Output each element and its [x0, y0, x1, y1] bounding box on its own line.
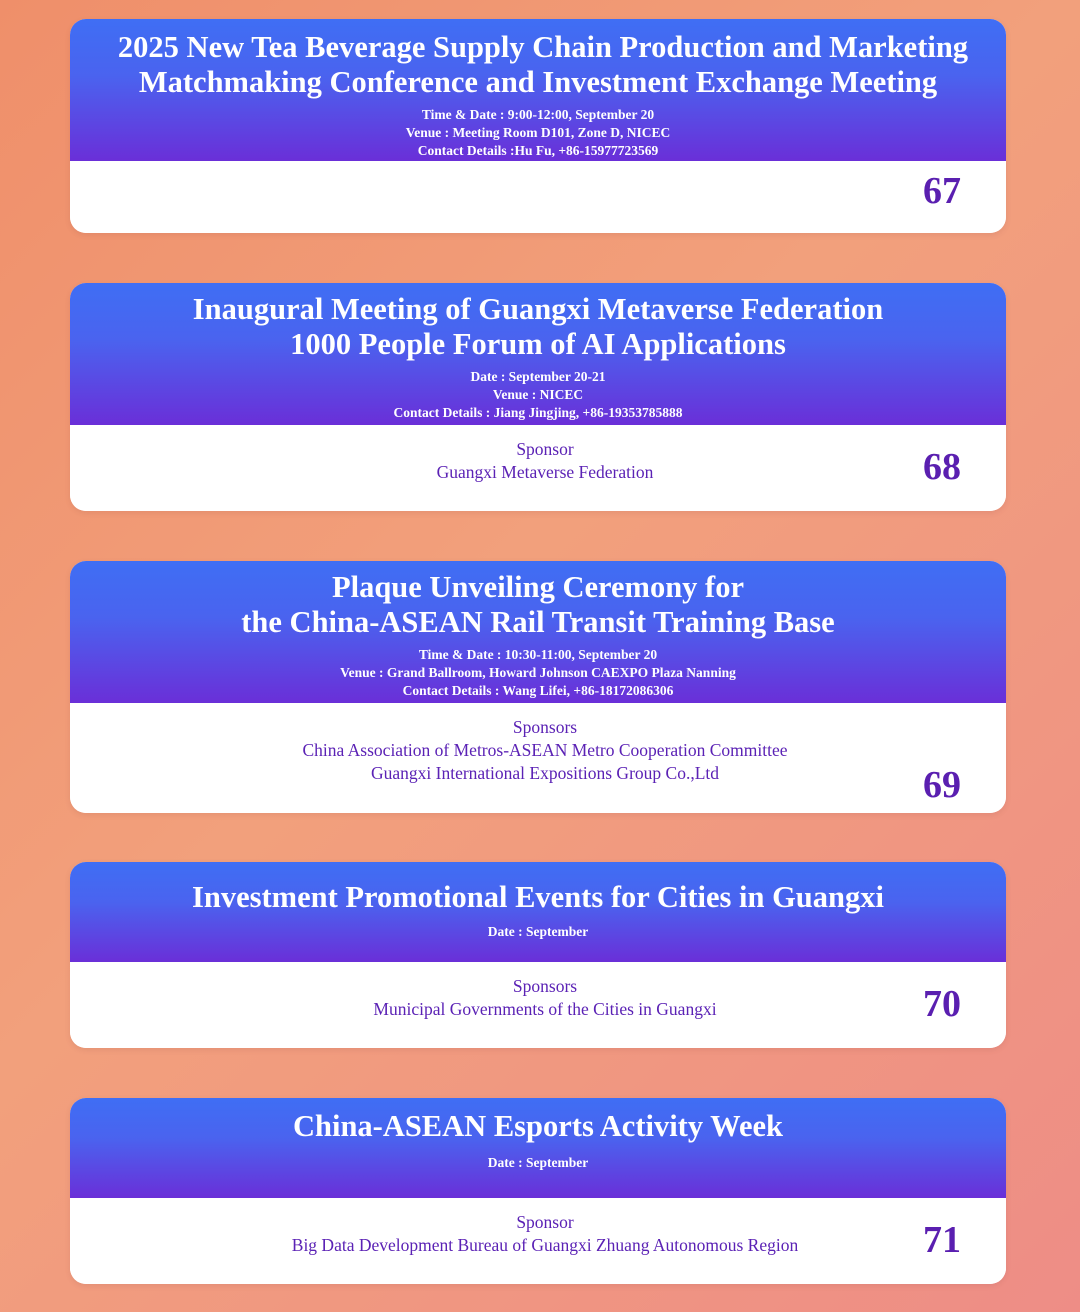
sponsor-block: [70, 438, 1006, 484]
event-title-line: China-ASEAN Esports Activity Week: [292, 1109, 784, 1143]
event-card-71[interactable]: [70, 1098, 1006, 1284]
event-contact: Contact Details :Hu Fu, +86-15977723569: [417, 143, 659, 158]
event-card-footer: [70, 703, 1006, 813]
event-card-68[interactable]: [70, 283, 1006, 511]
sponsor-name: China Association of Metros-ASEAN Metro Cooperation Committee: [302, 740, 788, 760]
event-card-67[interactable]: [70, 19, 1006, 233]
page-number: 69: [923, 764, 961, 806]
event-contact: Contact Details : Wang Lifei, +86-18172086306: [402, 683, 674, 698]
event-venue: Venue : Meeting Room D101, Zone D, NICEC: [405, 125, 671, 140]
page-number: 68: [923, 446, 961, 488]
event-card-70[interactable]: [70, 862, 1006, 1048]
event-venue: Venue : Grand Ballroom, Howard Johnson CAEXPO Plaza Nanning: [340, 665, 736, 680]
sponsor-label: Sponsor: [516, 439, 574, 459]
event-title-line: Investment Promotional Events for Cities in Guangxi: [192, 880, 884, 914]
sponsor-block: [70, 1211, 1006, 1257]
event-card-header: [70, 283, 1006, 425]
sponsor-block: [70, 716, 1006, 785]
event-title-line: 1000 People Forum of AI Applications: [290, 327, 786, 361]
sponsor-label: Sponsor: [516, 1212, 574, 1232]
sponsor-name: Guangxi Metaverse Federation: [436, 462, 654, 482]
page-number: 71: [923, 1219, 961, 1261]
event-card-header: [70, 19, 1006, 161]
event-card-footer: [70, 962, 1006, 1048]
event-date: Date : September: [487, 1155, 589, 1170]
event-title-line: Plaque Unveiling Ceremony for: [331, 570, 744, 604]
event-title-line: Matchmaking Conference and Investment Exchange Meeting: [138, 65, 938, 99]
event-card-header: [70, 1098, 1006, 1198]
page-number: 70: [923, 983, 961, 1025]
sponsor-name: Municipal Governments of the Cities in Guangxi: [373, 999, 717, 1019]
sponsor-name: Big Data Development Bureau of Guangxi Zhuang Autonomous Region: [291, 1235, 799, 1255]
event-card-footer: [70, 1198, 1006, 1284]
event-card-header: [70, 862, 1006, 962]
sponsor-block: [70, 975, 1006, 1021]
event-title-line: the China-ASEAN Rail Transit Training Base: [241, 605, 835, 639]
event-card-footer: [70, 425, 1006, 511]
event-contact: Contact Details : Jiang Jingjing, +86-19353785888: [393, 405, 683, 420]
event-card-header: [70, 561, 1006, 703]
sponsor-name: Guangxi International Expositions Group Co.,Ltd: [370, 763, 719, 783]
event-card-footer: [70, 161, 1006, 233]
sponsor-label: Sponsors: [512, 717, 578, 737]
event-date: Date : September 20-21: [470, 369, 606, 384]
event-title-line: 2025 New Tea Beverage Supply Chain Production and Marketing: [117, 30, 969, 64]
sponsor-label: Sponsors: [512, 976, 578, 996]
event-time-date: Time & Date : 10:30-11:00, September 20: [418, 647, 658, 662]
event-card-69[interactable]: [70, 561, 1006, 813]
event-title-line: Inaugural Meeting of Guangxi Metaverse Federation: [192, 292, 884, 326]
page-number: 67: [923, 170, 961, 212]
event-date: Date : September: [487, 924, 589, 939]
event-venue: Venue : NICEC: [492, 387, 584, 402]
event-time-date: Time & Date : 9:00-12:00, September 20: [421, 107, 655, 122]
